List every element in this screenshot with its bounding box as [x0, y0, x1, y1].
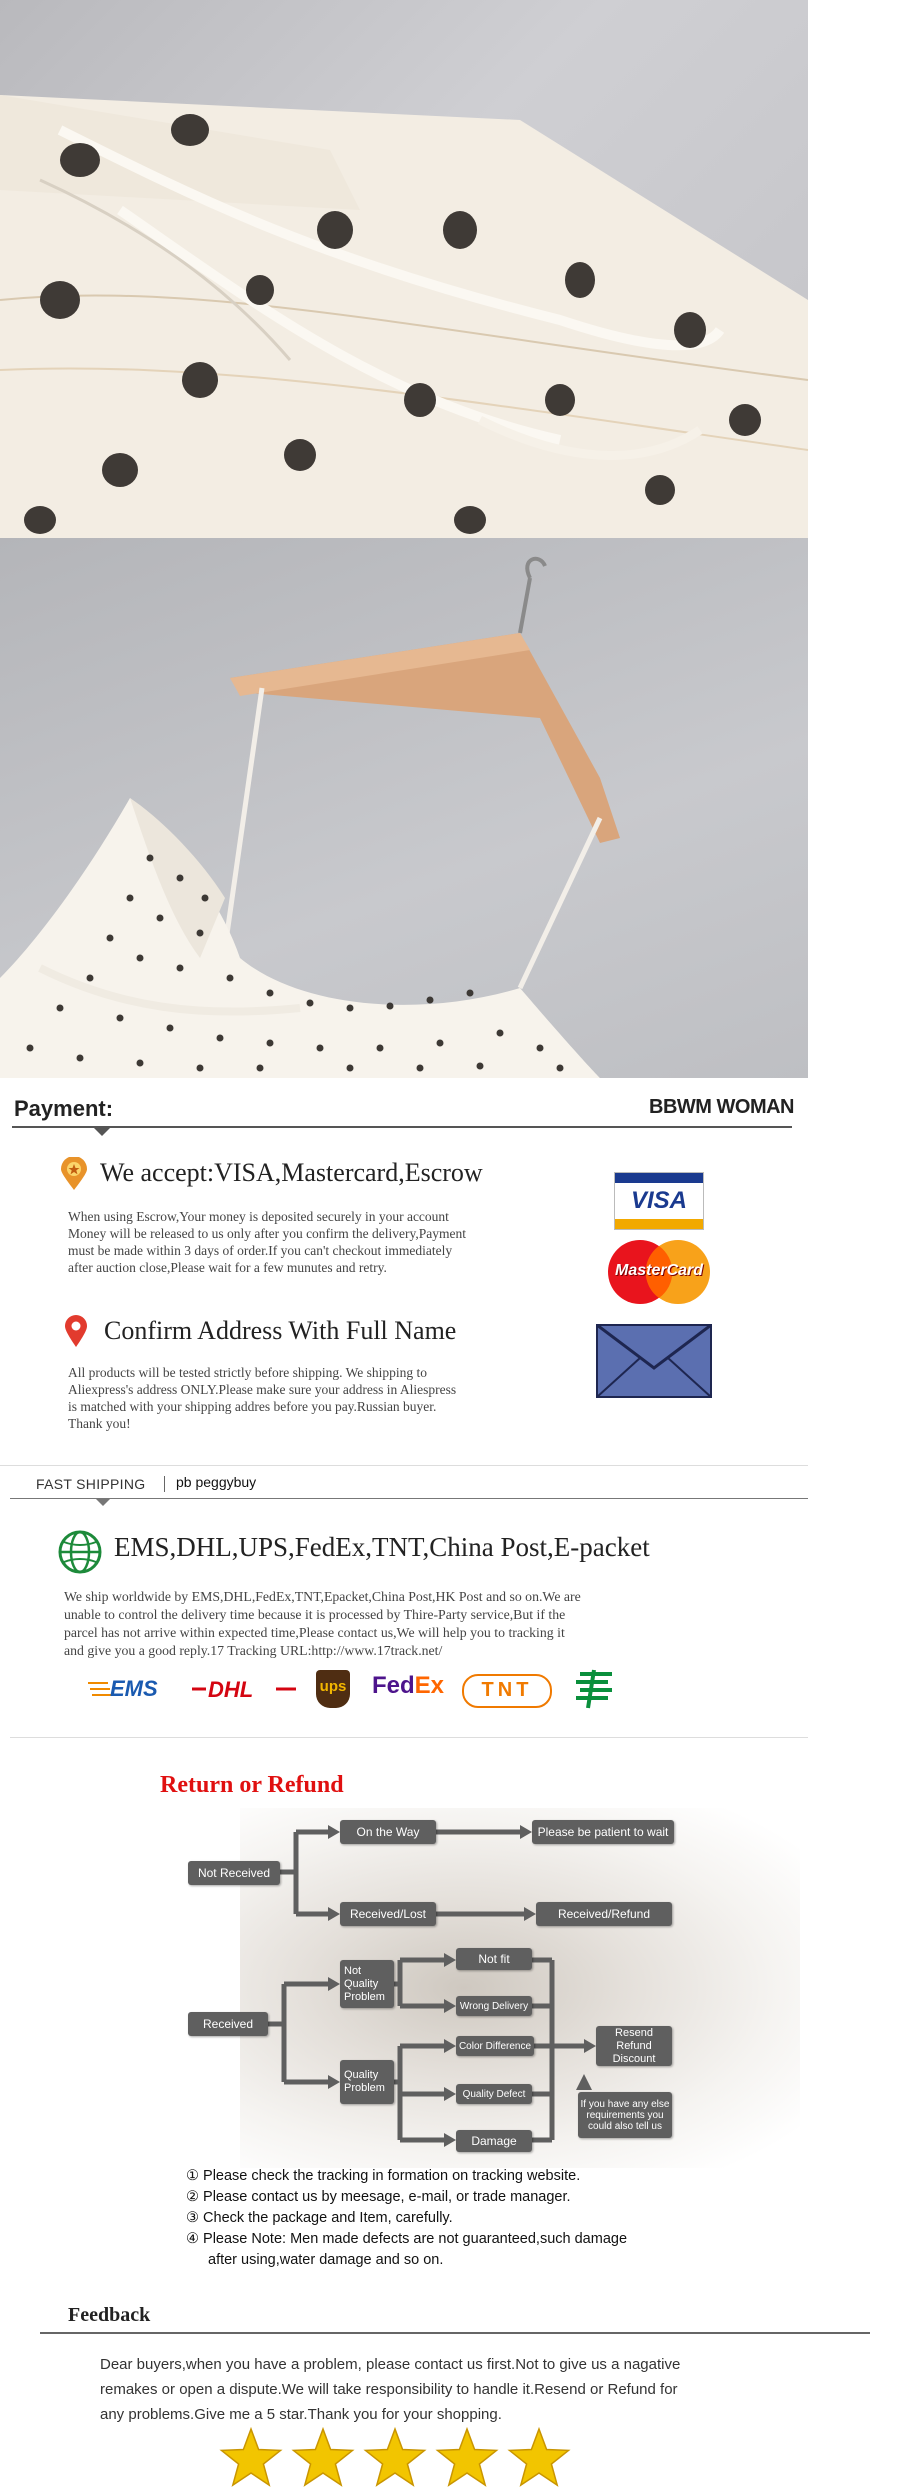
accept-line: must be made within 3 days of order.If you can't checkout immediately: [68, 1243, 453, 1258]
feedback-divider: [40, 2332, 870, 2334]
shipping-divider: [10, 1498, 808, 1499]
mastercard-logo: [604, 1238, 714, 1306]
fabric-illustration: [0, 0, 808, 538]
brand-name: BBWM WOMAN: [649, 1096, 794, 1118]
refund-section: [0, 1748, 808, 2296]
product-photo-fabric: [0, 0, 808, 538]
dhl-text: DHL: [208, 1677, 254, 1702]
shipping-line: and give you a good reply.17 Tracking URL:http://www.17track.net/: [64, 1643, 443, 1658]
refund-note: ③ Check the package and Item, carefully.: [186, 2210, 453, 2226]
payment-heading: Payment:: [14, 1096, 114, 1121]
visa-logo: [614, 1172, 704, 1230]
feedback-line: any problems.Give me a 5 star.Thank you for your shopping.: [100, 2406, 502, 2423]
accept-line: Money will be released to us only after you confirm the delivery,Payment: [68, 1226, 467, 1241]
flow-on-the-way: On the Way: [340, 1820, 436, 1844]
star-icon: [290, 2426, 356, 2490]
five-star-rating: [218, 2426, 578, 2492]
refund-note: after using,water damage and so on.: [208, 2252, 444, 2268]
shipping-line: We ship worldwide by EMS,DHL,FedEx,TNT,Epacket,China Post,HK Post and so on.We are: [64, 1589, 581, 1604]
flow-resend: Resend Refund Discount: [596, 2026, 672, 2066]
flow-received-refund: Received/Refund: [536, 1902, 672, 1926]
divider-notch: [96, 1499, 110, 1506]
fedex-logo: [372, 1672, 454, 1702]
star-icon: [434, 2426, 500, 2490]
location-pin-icon: [64, 1314, 88, 1348]
fedex-ex: Ex: [414, 1672, 445, 1699]
mastercard-text: MasterCard: [614, 1262, 704, 1279]
dhl-logo: [192, 1674, 296, 1704]
flow-not-quality: Not Quality Problem: [340, 1960, 394, 2008]
store-label: pb peggybuy: [176, 1474, 257, 1490]
flow-not-received: Not Received: [188, 1861, 280, 1885]
star-icon: [506, 2426, 572, 2490]
shipping-body: [64, 1588, 764, 1660]
flow-be-patient: Please be patient to wait: [532, 1820, 674, 1844]
address-line: Aliexpress's address ONLY.Please make sure your address in Aliespress: [68, 1382, 457, 1397]
flow-received-lost: Received/Lost: [340, 1902, 436, 1926]
feedback-line: Dear buyers,when you have a problem, please contact us first.Not to give us a nagative: [100, 2356, 681, 2373]
shipping-line: parcel has not arrive within expected time,Please contact us,We will help you to tracking it: [64, 1625, 565, 1640]
flow-quality-defect: Quality Defect: [456, 2084, 532, 2104]
address-line: Thank you!: [68, 1416, 131, 1431]
refund-note: ② Please contact us by meesage, e-mail, or trade manager.: [186, 2189, 571, 2205]
star-icon: [362, 2426, 428, 2490]
flow-else-requirements: If you have any else requirements you could also tell us: [578, 2092, 672, 2138]
feedback-line: remakes or open a dispute.We will take responsibility to handle it.Resend or Refund for: [100, 2381, 678, 2398]
refund-title: Return or Refund: [160, 1772, 344, 1798]
flow-not-fit: Not fit: [456, 1948, 532, 1970]
ups-text: ups: [319, 1678, 347, 1695]
divider-notch: [94, 1128, 110, 1136]
accept-title: We accept:VISA,Mastercard,Escrow: [100, 1158, 483, 1187]
refund-note: ④ Please Note: Men made defects are not guaranteed,such damage: [186, 2231, 628, 2247]
dress-hanger-illustration: [0, 538, 808, 1078]
visa-text: VISA: [630, 1187, 687, 1214]
flow-wrong-delivery: Wrong Delivery: [456, 1996, 532, 2016]
flow-damage: Damage: [456, 2130, 532, 2152]
accept-line: When using Escrow,Your money is deposited securely in your account: [68, 1209, 449, 1224]
address-title: Confirm Address With Full Name: [104, 1316, 457, 1345]
globe-icon: [58, 1530, 102, 1574]
tab-separator: [164, 1476, 165, 1492]
shipping-title: EMS,DHL,UPS,FedEx,TNT,China Post,E-packet: [114, 1532, 650, 1562]
refund-flowchart-arrows: [0, 1748, 808, 2168]
feedback-body: [100, 2352, 790, 2427]
tnt-text: TNT: [481, 1679, 533, 1701]
star-icon: [218, 2426, 284, 2490]
flow-color-difference: Color Difference: [456, 2036, 534, 2056]
shipping-tab-label: FAST SHIPPING: [36, 1476, 146, 1492]
shipping-line: unable to control the delivery time because it is processed by Thire-Party service,But if the: [64, 1607, 566, 1622]
accept-body: [68, 1208, 588, 1276]
refund-notes: [186, 2166, 746, 2271]
feedback-section: [0, 2290, 900, 2483]
shipping-section: [0, 1468, 808, 1738]
product-photo-hanger: [0, 538, 808, 1078]
fedex-fed: Fed: [372, 1672, 415, 1699]
payment-divider: [12, 1126, 792, 1128]
payment-section: [0, 1082, 808, 1466]
flow-quality: Quality Problem: [340, 2060, 394, 2104]
envelope-icon: [596, 1324, 712, 1398]
medal-pin-icon: [60, 1157, 88, 1191]
ups-logo: [316, 1670, 350, 1708]
address-body: [68, 1364, 588, 1432]
refund-note: ① Please check the tracking in formation on tracking website.: [186, 2168, 581, 2184]
tnt-logo: [462, 1674, 552, 1708]
flow-received: Received: [188, 2012, 268, 2036]
address-line: is matched with your shipping addres before you pay.Russian buyer.: [68, 1399, 437, 1414]
ems-logo: [88, 1674, 184, 1704]
accept-line: after auction close,Please wait for a few munutes and retry.: [68, 1260, 387, 1275]
china-post-logo: [572, 1668, 616, 1710]
ems-text: EMS: [110, 1676, 158, 1701]
address-line: All products will be tested strictly before shipping. We shipping to: [68, 1365, 427, 1380]
feedback-title: Feedback: [68, 2304, 151, 2326]
